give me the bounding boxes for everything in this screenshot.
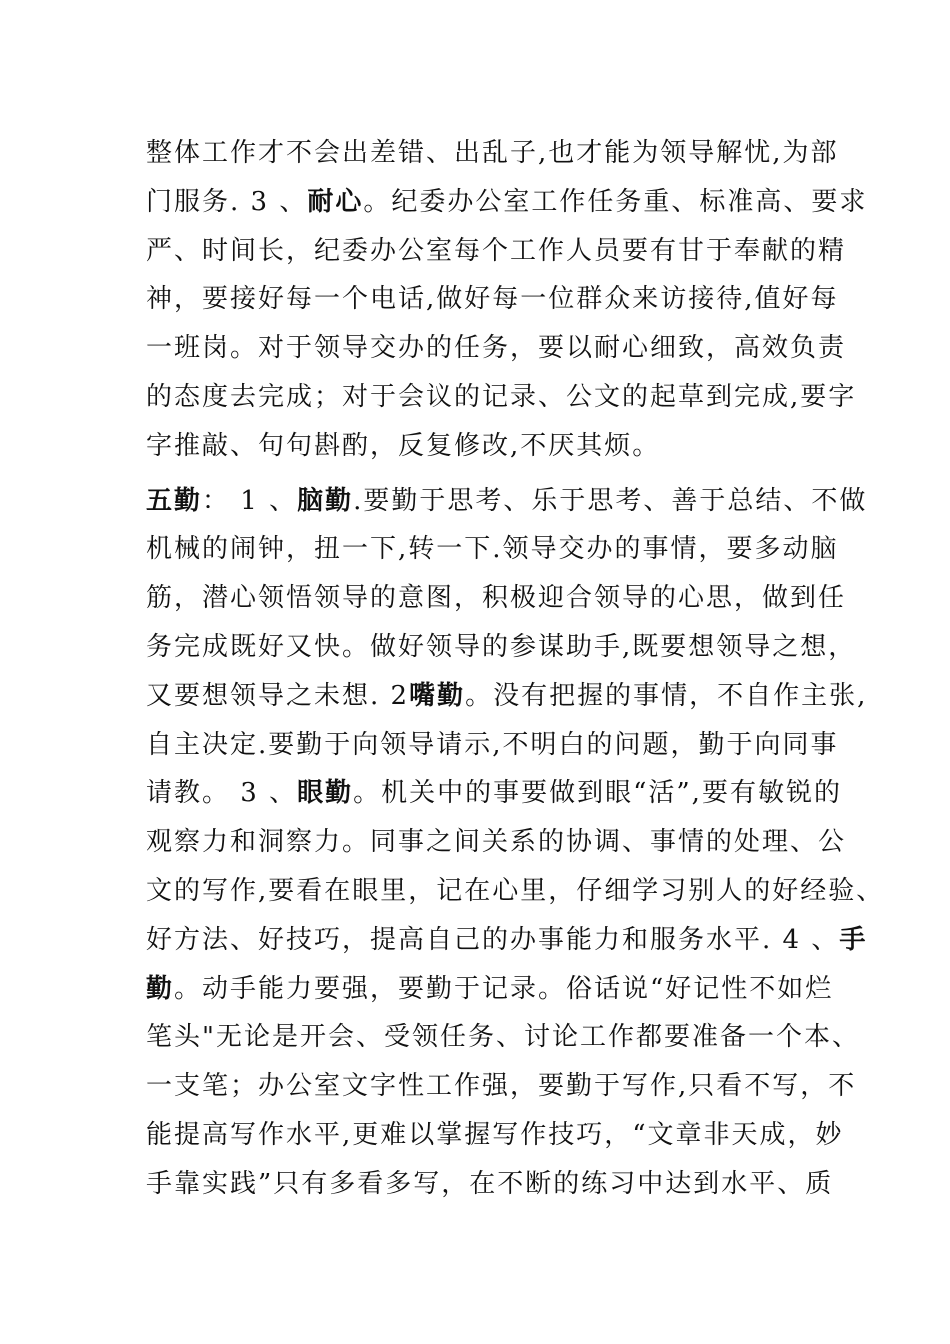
text-line: 请教。 3 、眼勤。机关中的事要做到眼“活”,要有敏锐的: [146, 778, 842, 809]
text-line: 整体工作才不会出差错、出乱子,也才能为领导解忧,为部: [146, 138, 839, 168]
text-line: 的态度去完成；对于会议的记录、公文的起草到完成,要字: [146, 381, 857, 412]
text-line: 一班岗。对于领导交办的任务，要以耐心细致，高效负责: [146, 333, 847, 364]
body-text: [146, 129, 885, 1209]
text-line: 勤。动手能力要强，要勤于记录。俗话说“好记性不如烂: [146, 973, 834, 1004]
text-line: 又要想领导之未想. 2嘴勤。没有把握的事情，不自作主张,: [146, 680, 868, 711]
text-line: 筋，潜心领悟领导的意图，积极迎合领导的心思，做到任: [146, 583, 847, 614]
text-line: 机械的闹钟，扭一下,转一下.领导交办的事情，要多动脑: [146, 534, 839, 565]
text-line: 文的写作,要看在眼里，记在心里，仔细学习别人的好经验、: [146, 875, 885, 906]
text-line: 能提高写作水平,更难以掌握写作技巧，“文章非天成，妙: [146, 1119, 844, 1150]
text-line: 神，要接好每一个电话,做好每一位群众来访接待,值好每: [146, 284, 839, 315]
text-line: 好方法、好技巧，提高自己的办事能力和服务水平. 4 、手: [146, 924, 868, 955]
text-line: 务完成既好又快。做好领导的参谋助手,既要想领导之想，: [146, 631, 857, 662]
text-line: 五勤： 1 、脑勤.要勤于思考、乐于思考、善于总结、不做: [146, 485, 868, 516]
text-line: 严、时间长，纪委办公室每个工作人员要有甘于奉献的精: [146, 235, 847, 266]
text-line: 一支笔；办公室文字性工作强，要勤于写作,只看不写，不: [146, 1071, 857, 1102]
text-line: 手靠实践”只有多看多写，在不断的练习中达到水平、质: [146, 1168, 834, 1199]
text-line: 字推敲、句句斟酌，反复修改,不厌其烦。: [146, 430, 661, 461]
text-line: 笔头"无论是开会、受领任务、讨论工作都要准备一个本、: [146, 1022, 860, 1053]
text-line: 观察力和洞察力。同事之间关系的协调、事情的处理、公: [146, 827, 847, 858]
text-line: 自主决定.要勤于向领导请示,不明白的问题，勤于向同事: [146, 729, 839, 760]
text-line: 门服务. 3 、耐心。纪委办公室工作任务重、标准高、要求: [146, 186, 868, 217]
